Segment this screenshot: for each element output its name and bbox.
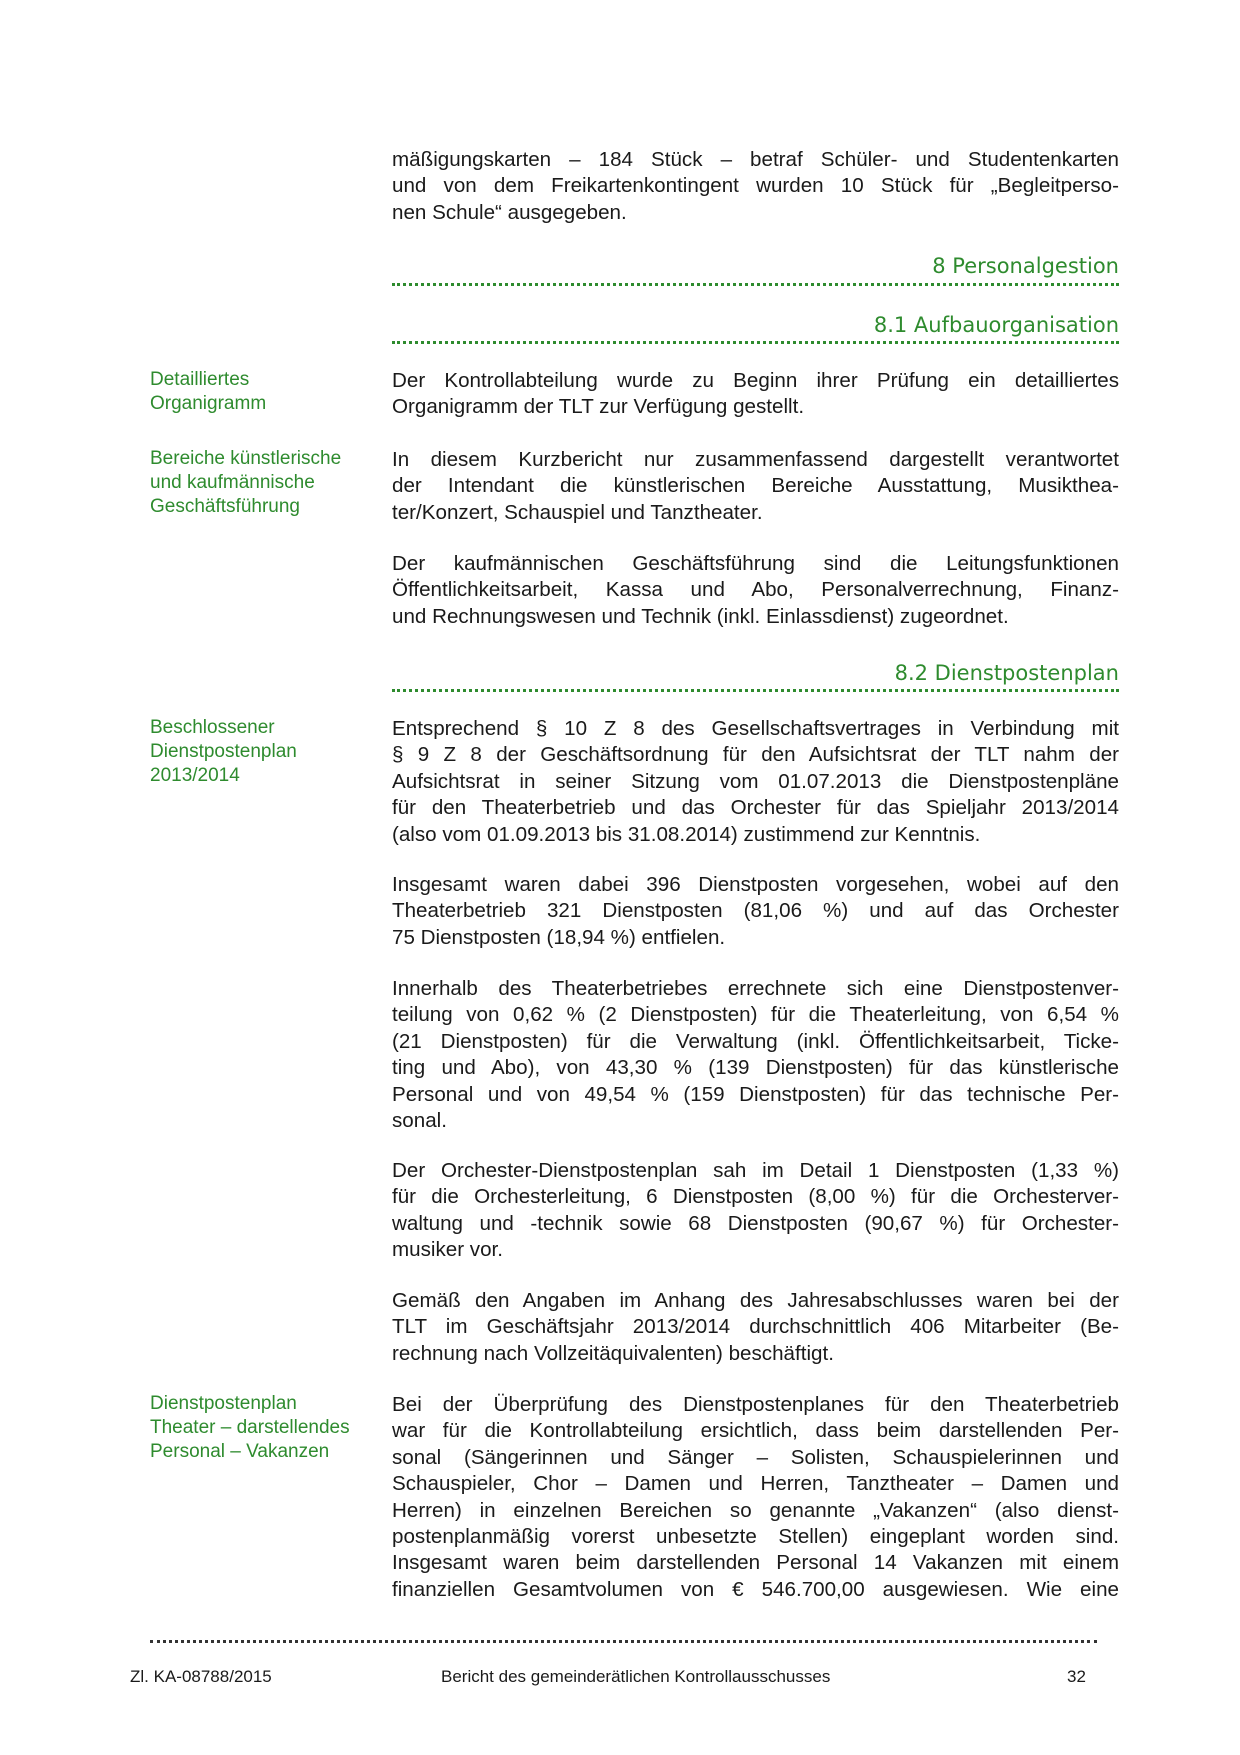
- paragraph-orchestra-plan: Der Orchester-Dienstpostenplan sah im Detail 1 Dienstposten (1,33 %) für die Orchesterleitung, 6 Dienstposten (8,00 %) für die Orchesterver- waltung und -technik sowie 68 Dienstposten (90,67 %) für Orchester- musiker vor.: [392, 1159, 1119, 1262]
- paragraph-intendant: In diesem Kurzbericht nur zusammenfassend dargestellt verantwortet der Intendant die künstlerischen Bereiche Ausstattung, Musikthea- ter/Konzert, Schauspiel und Tanztheater.: [392, 448, 1119, 524]
- paragraph-theatre-distribution: Innerhalb des Theaterbetriebes errechnete sich eine Dienstpostenver- teilung von 0,62 % (2 Dienstposten) für die Theaterleitung, von 6,54 % (21 Dienstposten) für die Verwaltung (inkl. Öffentlichkeitsarbeit, Ticke- ting und Abo), von 43,30 % (139 Dienstposten) für das künstlerische Personal und von 49,54 % (159 Dienstposten) für das technische Per- sonal.: [392, 977, 1119, 1133]
- side-note-vacancies: Dienstpostenplan Theater – darstellendes Personal – Vakanzen: [150, 1393, 350, 1462]
- side-note-approved-plan: Beschlossener Dienstpostenplan 2013/2014: [150, 717, 297, 786]
- section-heading-8-2: 8.2 Dienstpostenplan: [894, 661, 1119, 685]
- footer-rule: [150, 1640, 1097, 1643]
- page-number: 32: [1067, 1667, 1086, 1686]
- heading-rule: [392, 689, 1119, 692]
- heading-rule: [392, 283, 1119, 286]
- footer-reference: Zl. KA-08788/2015: [130, 1667, 272, 1686]
- section-heading-8: 8 Personalgestion: [932, 254, 1119, 278]
- footer-title: Bericht des gemeinderätlichen Kontrollausschusses: [441, 1667, 831, 1686]
- side-note-divisions: Bereiche künstlerische und kaufmännische Geschäftsführung: [150, 448, 342, 517]
- heading-rule: [392, 341, 1119, 344]
- paragraph-ticket-types: mäßigungskarten – 184 Stück – betraf Schüler- und Studentenkarten und von dem Freikartenkontingent wurden 10 Stück für „Begleitperso- nen Schule“ ausgegeben.: [392, 148, 1119, 224]
- side-note-organigram: Detailliertes Organigramm: [150, 369, 267, 414]
- paragraph-supervisory-board: Entsprechend § 10 Z 8 des Gesellschaftsvertrages in Verbindung mit § 9 Z 8 der Geschäftsordnung für den Aufsichtsrat der TLT nahm der Aufsichtsrat in seiner Sitzung vom 01.07.2013 die Dienstpostenpläne für den Theaterbetrieb und das Orchester für das Spieljahr 2013/2014 (also vom 01.09.2013 bis 31.08.2014) zustimmend zur Kenntnis.: [392, 717, 1119, 846]
- paragraph-annual-statement: Gemäß den Angaben im Anhang des Jahresabschlusses waren bei der TLT im Geschäftsjahr 2013/2014 durchschnittlich 406 Mitarbeiter (Be- rechnung nach Vollzeitäquivalenten) beschäftigt.: [392, 1289, 1119, 1365]
- section-heading-8-1: 8.1 Aufbauorganisation: [873, 313, 1119, 337]
- paragraph-vacancies: Bei der Überprüfung des Dienstpostenplanes für den Theaterbetrieb war für die Kontrollabteilung ersichtlich, dass beim darstellenden Per- sonal (Sängerinnen und Sänger – Solisten, Schauspielerinnen und Schauspieler, Chor – Damen und Herren, Tanztheater – Damen und Herren) in einzelnen Bereichen so genannte „Vakanzen“ (also dienst- postenplanmäßig vorerst unbesetzte Stellen) eingeplant worden sind. Insgesamt waren beim darstellenden Personal 14 Vakanzen mit einem finanziellen Gesamtvolumen von € 546.700,00 ausgewiesen. Wie eine: [392, 1393, 1119, 1601]
- paragraph-commercial-management: Der kaufmännischen Geschäftsführung sind die Leitungsfunktionen Öffentlichkeitsarbeit, Kassa und Abo, Personalverrechnung, Finanz- und Rechnungswesen und Technik (inkl. Einlassdienst) zugeordnet.: [392, 552, 1119, 628]
- paragraph-total-posts: Insgesamt waren dabei 396 Dienstposten vorgesehen, wobei auf den Theaterbetrieb 321 Dienstposten (81,06 %) und auf das Orchester 75 Dienstposten (18,94 %) entfielen.: [392, 873, 1119, 949]
- paragraph-organigram: Der Kontrollabteilung wurde zu Beginn ihrer Prüfung ein detailliertes Organigramm der TLT zur Verfügung gestellt.: [392, 369, 1119, 419]
